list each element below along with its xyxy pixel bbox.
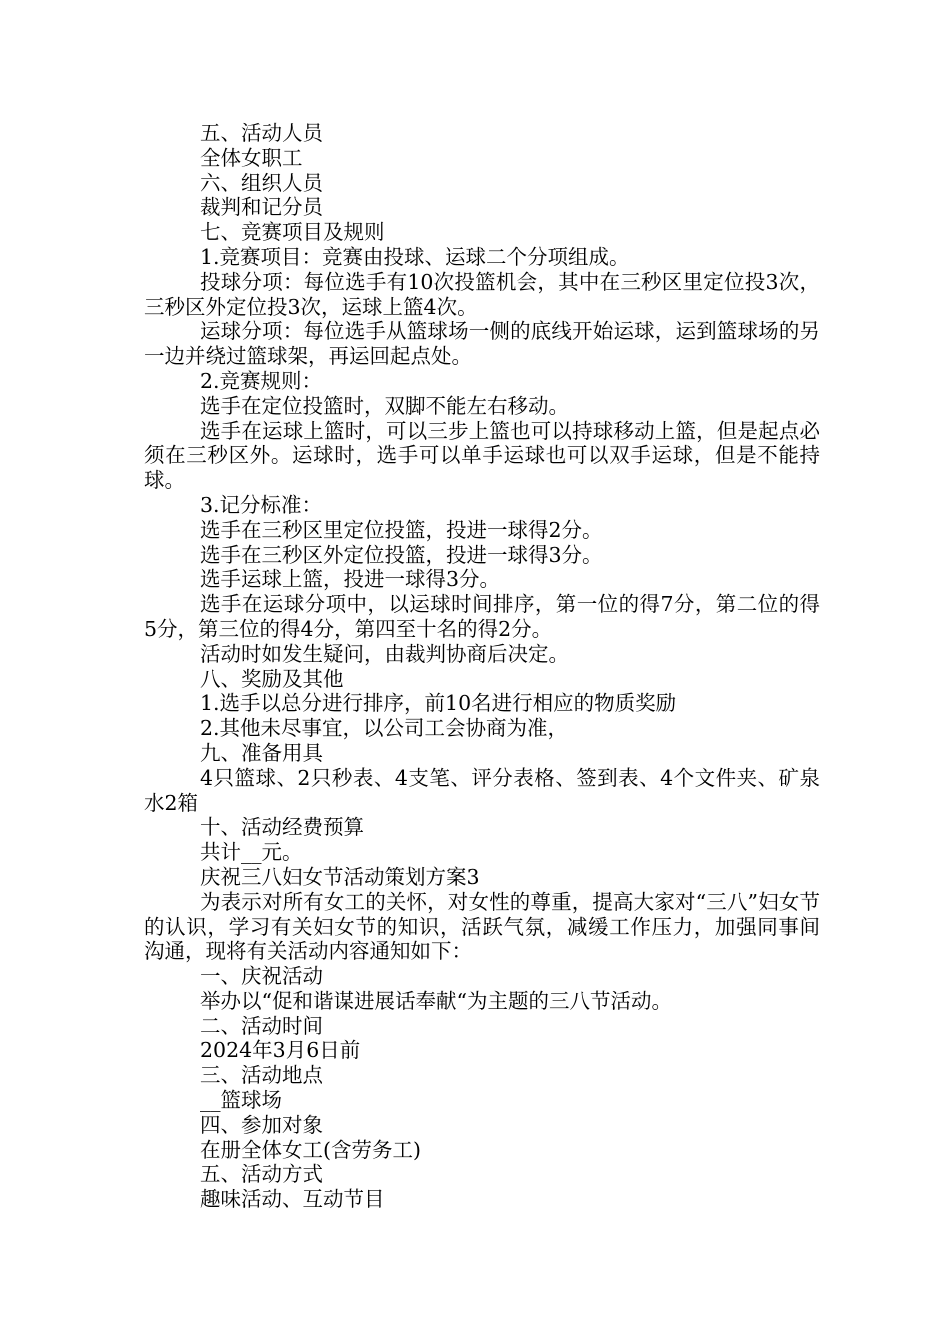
section-heading-budget: 十、活动经费预算 (200, 815, 364, 840)
section-heading-rewards: 八、奖励及其他 (200, 666, 344, 691)
section-heading-participants: 五、活动人员 (200, 121, 323, 145)
plan-title: 庆祝三八妇女节活动策划方案3 (200, 864, 480, 889)
section-heading-equipment: 九、准备用具 (200, 740, 323, 765)
paragraph: 2.其他未尽事宜，以公司工会协商为准， (200, 716, 569, 741)
section-heading-time: 二、活动时间 (200, 1013, 323, 1038)
paragraph: 举办以“促和谐谋进展话奉献“为主题的三八节活动。 (200, 988, 672, 1013)
paragraph: 1.竞赛项目：竞赛由投球、运球二个分项组成。 (200, 244, 630, 269)
section-heading-organizers: 六、组织人员 (200, 170, 323, 195)
paragraph: 2024年3月6日前 (200, 1038, 361, 1063)
paragraph: 4只篮球、2只秒表、4支笔、评分表格、签到表、4个文件夹、矿泉水2箱 (144, 765, 820, 815)
document-body (144, 121, 820, 1212)
paragraph: 投球分项：每位选手有10次投篮机会，其中在三秒区里定位投3次，三秒区外定位投3次，运球上篮4次。 (144, 269, 820, 319)
section-heading-rules: 七、竞赛项目及规则 (200, 220, 385, 245)
paragraph: 选手在定位投篮时，双脚不能左右移动。 (200, 393, 569, 418)
section-heading-method: 五、活动方式 (200, 1162, 323, 1187)
paragraph: 选手运球上篮，投进一球得3分。 (200, 567, 501, 592)
paragraph: 选手在三秒区里定位投篮，投进一球得2分。 (200, 517, 603, 542)
paragraph: 选手在三秒区外定位投篮，投进一球得3分。 (200, 542, 603, 567)
paragraph: 1.选手以总分进行排序，前10名进行相应的物质奖励 (200, 691, 677, 716)
section-heading-location: 三、活动地点 (200, 1063, 323, 1088)
paragraph: 共计__元。 (200, 840, 303, 865)
section-heading-audience: 四、参加对象 (200, 1112, 323, 1137)
paragraph: 3.记分标准： (200, 492, 323, 517)
section-heading-celebration: 一、庆祝活动 (200, 964, 323, 989)
paragraph: 全体女职工 (200, 145, 303, 170)
paragraph: 2.竞赛规则： (200, 368, 323, 393)
paragraph: 选手在运球上篮时，可以三步上篮也可以持球移动上篮，但是起点必须在三秒区外。运球时，选手可以单手运球也可以双手运球，但是不能持球。 (144, 418, 820, 493)
paragraph: 为表示对所有女工的关怀，对女性的尊重，提高大家对“三八”妇女节的认识，学习有关妇女节的知识，活跃气氛，减缓工作压力，加强同事间沟通，现将有关活动内容通知如下： (144, 889, 820, 964)
paragraph: 选手在运球分项中，以运球时间排序，第一位的得7分，第二位的得5分，第三位的得4分，第四至十名的得2分。 (144, 592, 820, 641)
paragraph: 在册全体女工(含劳务工) (200, 1137, 421, 1162)
paragraph: 趣味活动、互动节目 (200, 1187, 385, 1212)
paragraph: __篮球场 (200, 1088, 282, 1113)
paragraph: 运球分项：每位选手从篮球场一侧的底线开始运球，运到篮球场的另一边并绕过篮球架，再运回起点处。 (144, 319, 820, 369)
paragraph: 裁判和记分员 (200, 195, 323, 220)
paragraph: 活动时如发生疑问，由裁判协商后决定。 (200, 641, 569, 666)
